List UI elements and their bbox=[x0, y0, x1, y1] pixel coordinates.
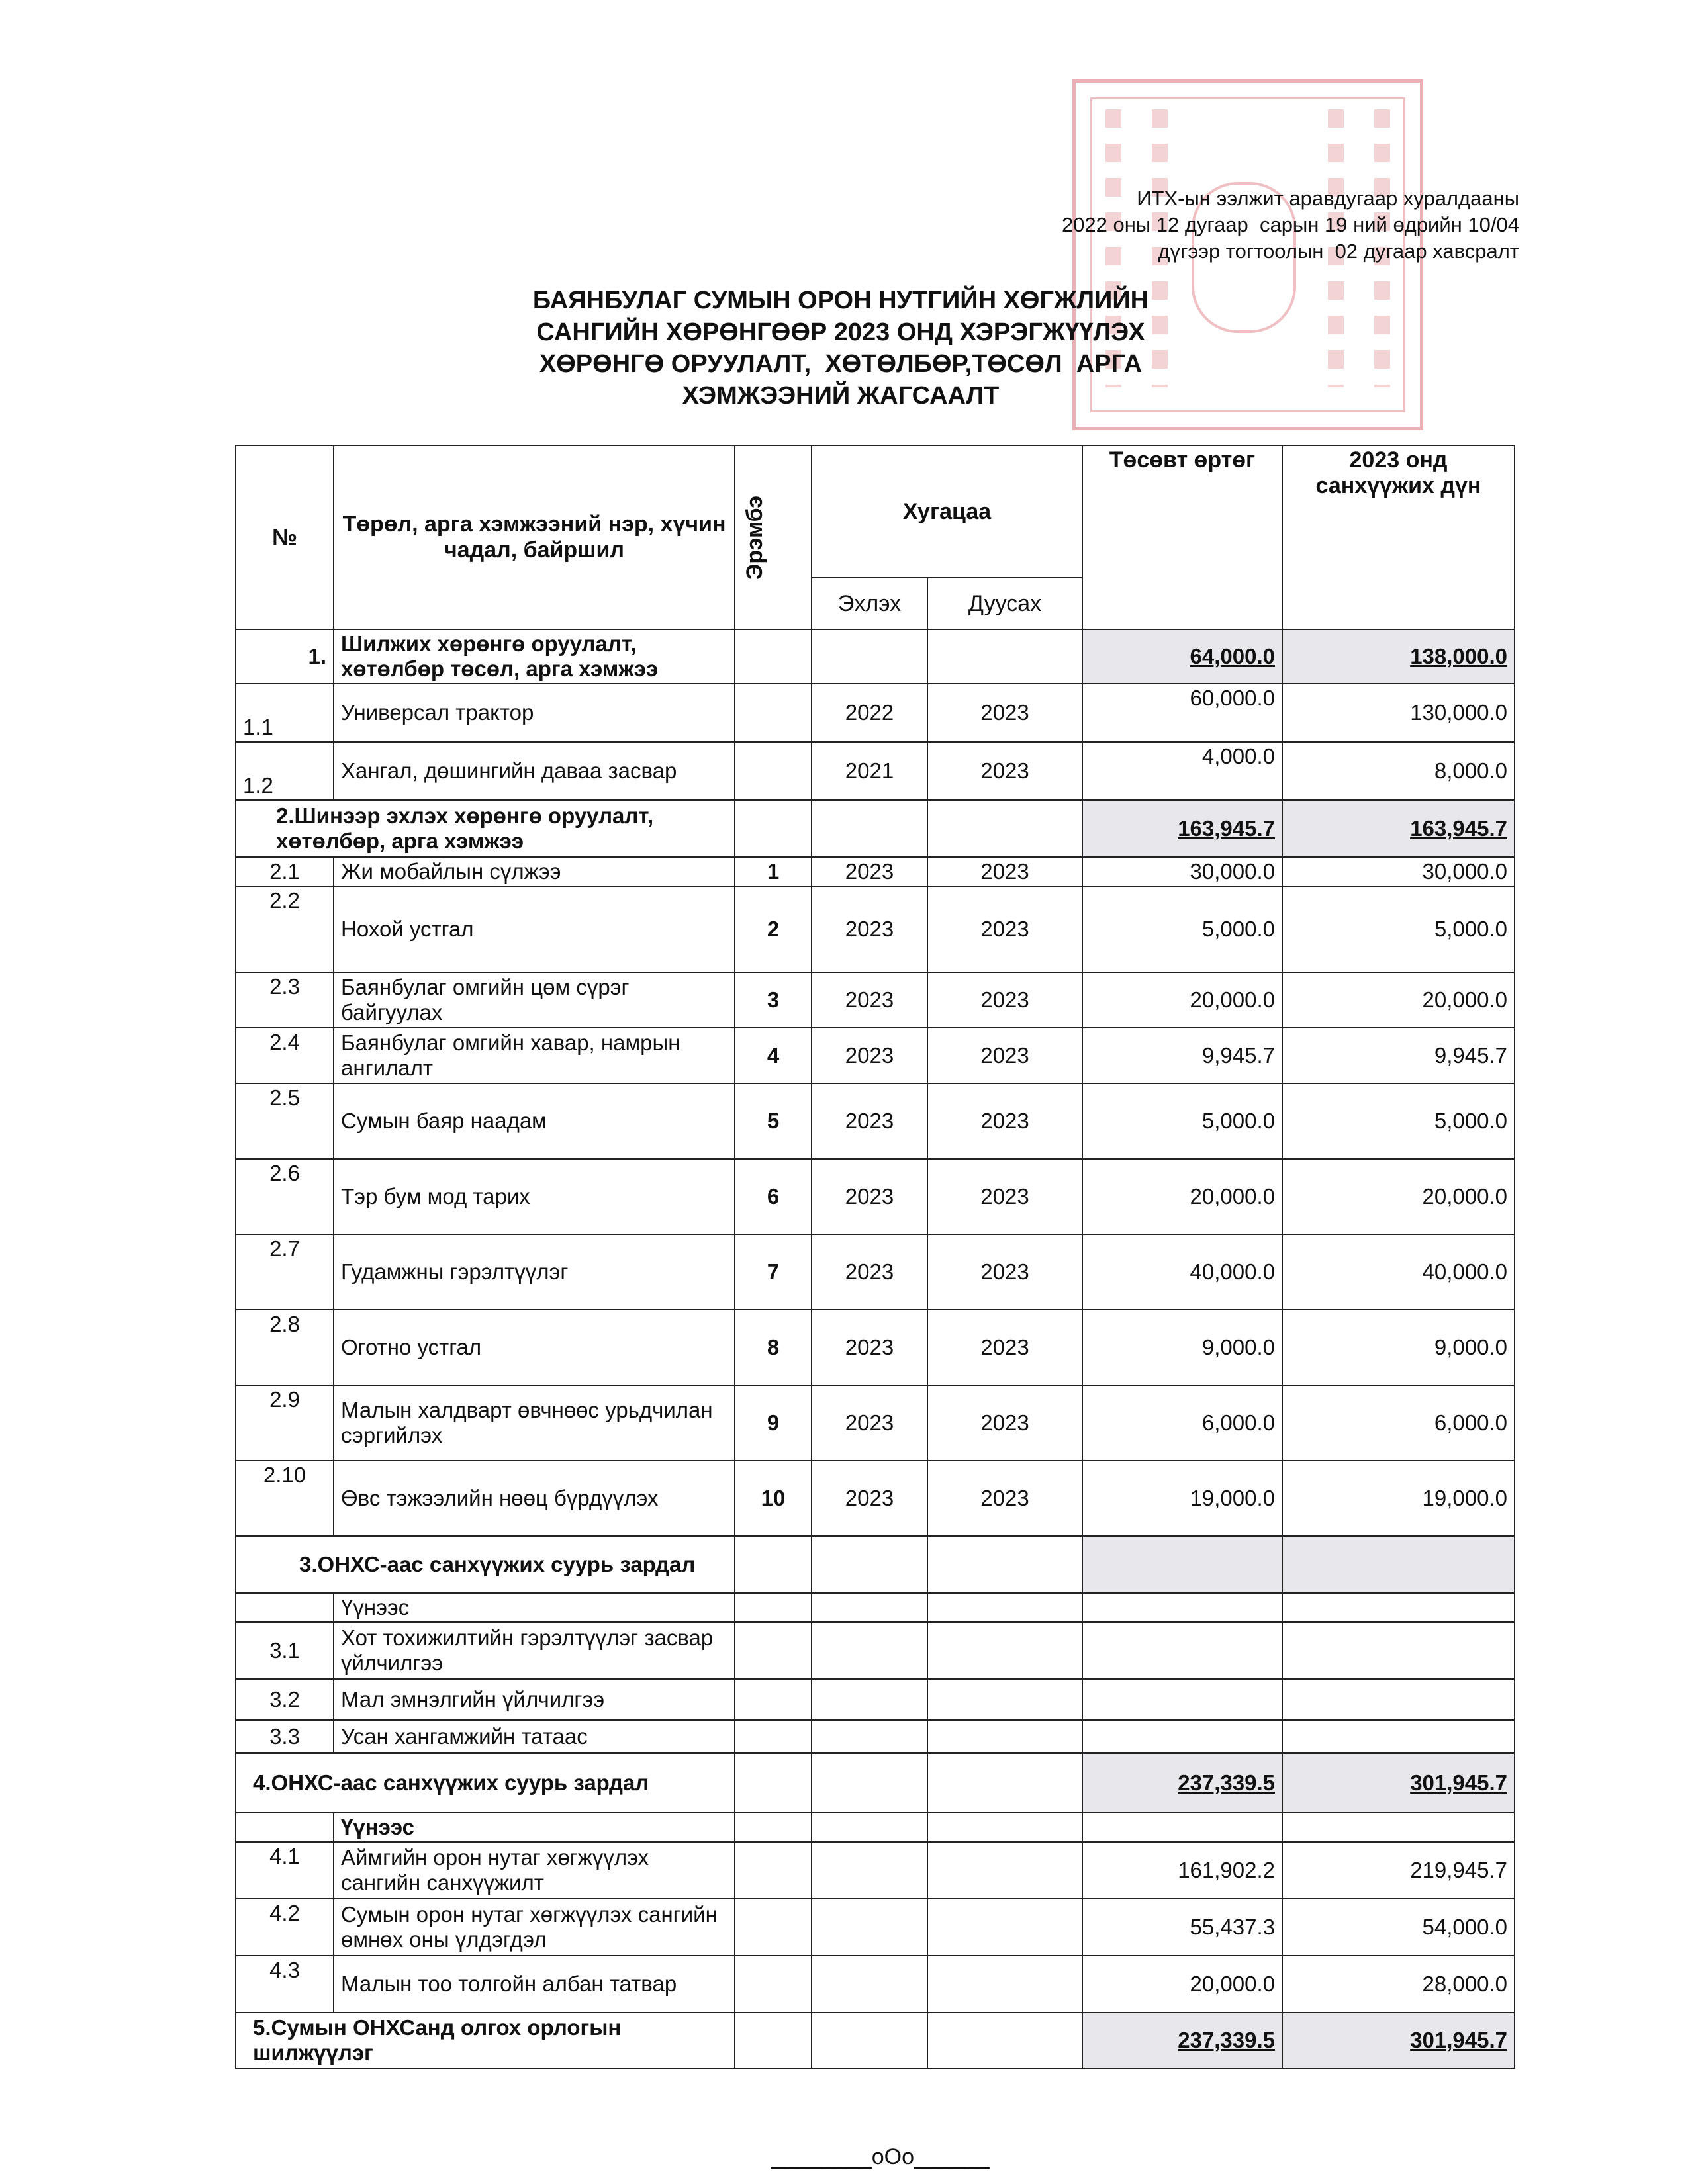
section-funding: 163,945.7 bbox=[1410, 816, 1507, 841]
document-title bbox=[417, 285, 1264, 412]
empty-cell bbox=[927, 1536, 1082, 1593]
empty-cell bbox=[1082, 1813, 1282, 1842]
section-row bbox=[236, 1536, 1515, 1593]
header-start: Эхлэх bbox=[812, 578, 927, 629]
item-budget: 40,000.0 bbox=[1082, 1234, 1282, 1310]
section5-body bbox=[236, 2013, 1515, 2068]
empty-cell bbox=[812, 1622, 927, 1679]
empty-cell bbox=[812, 1679, 927, 1720]
empty-cell bbox=[927, 1720, 1082, 1753]
empty-cell bbox=[927, 800, 1082, 857]
item-name: Сумын орон нутаг хөгжүүлэх сангийн өмнөх оны үлдэгдэл bbox=[334, 1899, 735, 1956]
item-no: 3.3 bbox=[236, 1720, 334, 1753]
empty-cell bbox=[1282, 1679, 1515, 1720]
empty-cell bbox=[812, 1753, 927, 1813]
empty-cell bbox=[735, 1813, 812, 1842]
item-rank: 6 bbox=[735, 1159, 812, 1234]
item-no: 2.1 bbox=[236, 857, 334, 886]
item-end: 2023 bbox=[927, 1028, 1082, 1083]
empty-cell bbox=[1082, 1622, 1282, 1679]
empty-cell bbox=[812, 1593, 927, 1622]
item-rank: 5 bbox=[735, 1083, 812, 1159]
empty-cell bbox=[735, 1956, 812, 2013]
section-row bbox=[236, 800, 1515, 857]
item-name: Малын тоо толгойн албан татвар bbox=[334, 1956, 735, 2013]
item-row bbox=[236, 1385, 1515, 1461]
item-no: 4.1 bbox=[236, 1842, 334, 1899]
section-row bbox=[236, 1753, 1515, 1813]
item-funding: 28,000.0 bbox=[1282, 1956, 1515, 2013]
section3-body bbox=[236, 1536, 1515, 1842]
empty-cell bbox=[735, 1842, 812, 1899]
item-start: 2023 bbox=[812, 1385, 927, 1461]
end-mark-text: oOo bbox=[871, 2144, 915, 2169]
empty-cell bbox=[927, 1593, 1082, 1622]
item-funding: 219,945.7 bbox=[1282, 1842, 1515, 1899]
item-rank: 1 bbox=[735, 857, 812, 886]
empty-cell bbox=[735, 1679, 812, 1720]
empty-cell bbox=[735, 2013, 812, 2068]
table-header-row bbox=[236, 445, 1515, 578]
subheader-row bbox=[236, 1593, 1515, 1622]
empty-cell bbox=[735, 1622, 812, 1679]
item-no: 2.5 bbox=[236, 1083, 334, 1159]
item-start: 2023 bbox=[812, 1461, 927, 1536]
item-no: 4.2 bbox=[236, 1899, 334, 1956]
end-mark: ________oOo______ bbox=[771, 2144, 990, 2169]
item-budget: 161,902.2 bbox=[1082, 1842, 1282, 1899]
item-name: Хангал, дөшингийн даваа засвар bbox=[334, 742, 735, 800]
item-funding: 9,945.7 bbox=[1282, 1028, 1515, 1083]
item-rank bbox=[735, 742, 812, 800]
empty-cell bbox=[812, 1842, 927, 1899]
header-end: Дуусах bbox=[927, 578, 1082, 629]
item-row bbox=[236, 1159, 1515, 1234]
item-start: 2022 bbox=[812, 684, 927, 742]
item-row bbox=[236, 1956, 1515, 2013]
item-name: Малын халдварт өвчнөөс урьдчилан сэргийлэх bbox=[334, 1385, 735, 1461]
item-funding: 8,000.0 bbox=[1282, 742, 1515, 800]
item-budget: 55,437.3 bbox=[1082, 1899, 1282, 1956]
empty-cell bbox=[927, 1956, 1082, 2013]
item-name: Мал эмнэлгийн үйлчилгээ bbox=[334, 1679, 735, 1720]
empty-cell bbox=[927, 1813, 1082, 1842]
item-name: Баянбулаг омгийн цөм сүрэг байгуулах bbox=[334, 972, 735, 1028]
item-funding: 40,000.0 bbox=[1282, 1234, 1515, 1310]
title-line: ХӨРӨНГӨ ОРУУЛАЛТ, ХӨТӨЛБӨР,ТӨСӨЛ АРГА bbox=[539, 350, 1143, 378]
empty-cell bbox=[927, 2013, 1082, 2068]
item-no: 1.1 bbox=[236, 684, 334, 742]
item-end: 2023 bbox=[927, 1310, 1082, 1385]
item-end: 2023 bbox=[927, 1461, 1082, 1536]
header-rank bbox=[735, 445, 812, 629]
empty-cell bbox=[1082, 1720, 1282, 1753]
section-name: 3.ОНХС-аас санхүүжих суурь зардал bbox=[236, 1536, 735, 1593]
item-start: 2023 bbox=[812, 1159, 927, 1234]
empty-cell bbox=[812, 1899, 927, 1956]
item-name: Хот тохижилтийн гэрэлтүүлэг засвар үйлчилгээ bbox=[334, 1622, 735, 1679]
item-start: 2023 bbox=[812, 886, 927, 972]
item-rank: 8 bbox=[735, 1310, 812, 1385]
title-line: БАЯНБУЛАГ СУМЫН ОРОН НУТГИЙН ХӨГЖЛИЙН bbox=[532, 287, 1149, 314]
empty-cell bbox=[812, 629, 927, 684]
item-row bbox=[236, 1899, 1515, 1956]
item-budget: 19,000.0 bbox=[1082, 1461, 1282, 1536]
item-funding: 20,000.0 bbox=[1282, 1159, 1515, 1234]
empty-cell bbox=[927, 1622, 1082, 1679]
section-name: 2.Шинээр эхлэх хөрөнгө оруулалт, хөтөлбөр, арга хэмжээ bbox=[236, 800, 735, 857]
empty-cell bbox=[735, 1536, 812, 1593]
item-budget: 5,000.0 bbox=[1082, 1083, 1282, 1159]
item-budget: 4,000.0 bbox=[1082, 742, 1282, 800]
section-funding: 138,000.0 bbox=[1410, 644, 1507, 668]
item-funding: 19,000.0 bbox=[1282, 1461, 1515, 1536]
item-funding: 6,000.0 bbox=[1282, 1385, 1515, 1461]
header-no: № bbox=[236, 445, 334, 629]
empty-cell bbox=[1282, 1720, 1515, 1753]
empty-cell bbox=[735, 1720, 812, 1753]
item-budget: 9,000.0 bbox=[1082, 1310, 1282, 1385]
item-funding: 20,000.0 bbox=[1282, 972, 1515, 1028]
section-budget: 237,339.5 bbox=[1178, 2028, 1275, 2052]
empty-cell bbox=[1282, 1593, 1515, 1622]
item-row bbox=[236, 742, 1515, 800]
item-end: 2023 bbox=[927, 857, 1082, 886]
item-rank bbox=[735, 684, 812, 742]
item-start: 2023 bbox=[812, 1028, 927, 1083]
item-end: 2023 bbox=[927, 684, 1082, 742]
item-name: Баянбулаг омгийн хавар, намрын ангилалт bbox=[334, 1028, 735, 1083]
item-no: 1.2 bbox=[236, 742, 334, 800]
item-budget: 30,000.0 bbox=[1082, 857, 1282, 886]
item-budget: 20,000.0 bbox=[1082, 972, 1282, 1028]
empty-cell bbox=[927, 1899, 1082, 1956]
item-budget: 5,000.0 bbox=[1082, 886, 1282, 972]
item-start: 2023 bbox=[812, 1234, 927, 1310]
item-no: 2.4 bbox=[236, 1028, 334, 1083]
item-no: 3.2 bbox=[236, 1679, 334, 1720]
section-row bbox=[236, 629, 1515, 684]
item-row bbox=[236, 1234, 1515, 1310]
title-line: ХЭМЖЭЭНИЙ ЖАГСААЛТ bbox=[682, 382, 1000, 410]
item-row bbox=[236, 1622, 1515, 1679]
empty-cell bbox=[927, 629, 1082, 684]
item-name: Гудамжны гэрэлтүүлэг bbox=[334, 1234, 735, 1310]
table-body bbox=[236, 629, 1515, 857]
empty-cell bbox=[1082, 1536, 1282, 1593]
item-end: 2023 bbox=[927, 1159, 1082, 1234]
empty-cell bbox=[812, 800, 927, 857]
item-no: 2.8 bbox=[236, 1310, 334, 1385]
empty-cell bbox=[1282, 1813, 1515, 1842]
empty-cell bbox=[236, 1813, 334, 1842]
item-end: 2023 bbox=[927, 1083, 1082, 1159]
subheader-row bbox=[236, 1813, 1515, 1842]
item-budget: 20,000.0 bbox=[1082, 1956, 1282, 2013]
item-funding: 30,000.0 bbox=[1282, 857, 1515, 886]
empty-cell bbox=[927, 1753, 1082, 1813]
appendix-note-line: ИТХ-ын ээлжит аравдугаар хуралдааны bbox=[1137, 187, 1519, 210]
item-end: 2023 bbox=[927, 742, 1082, 800]
item-no: 2.9 bbox=[236, 1385, 334, 1461]
item-row bbox=[236, 857, 1515, 886]
section-name: 4.ОНХС-аас санхүүжих суурь зардал bbox=[236, 1753, 735, 1813]
empty-cell bbox=[735, 1899, 812, 1956]
section-budget: 237,339.5 bbox=[1178, 1770, 1275, 1795]
subheader-label: Үүнээс bbox=[334, 1813, 735, 1842]
item-name: Оготно устгал bbox=[334, 1310, 735, 1385]
empty-cell bbox=[812, 1720, 927, 1753]
item-start: 2023 bbox=[812, 1310, 927, 1385]
item-row bbox=[236, 1679, 1515, 1720]
empty-cell bbox=[735, 1753, 812, 1813]
item-no: 2.2 bbox=[236, 886, 334, 972]
empty-cell bbox=[927, 1842, 1082, 1899]
empty-cell bbox=[735, 629, 812, 684]
item-name: Жи мобайлын сүлжээ bbox=[334, 857, 735, 886]
item-no: 3.1 bbox=[236, 1622, 334, 1679]
item-start: 2023 bbox=[812, 1083, 927, 1159]
empty-cell bbox=[812, 1813, 927, 1842]
item-name: Универсал трактор bbox=[334, 684, 735, 742]
item-rank: 4 bbox=[735, 1028, 812, 1083]
item-row bbox=[236, 1720, 1515, 1753]
item-rank: 7 bbox=[735, 1234, 812, 1310]
empty-cell bbox=[1082, 1593, 1282, 1622]
item-row bbox=[236, 1310, 1515, 1385]
empty-cell bbox=[812, 1536, 927, 1593]
header-name: Төрөл, арга хэмжээний нэр, хүчин чадал, байршил bbox=[334, 445, 735, 629]
empty-cell bbox=[236, 1593, 334, 1622]
empty-cell bbox=[1282, 1622, 1515, 1679]
appendix-note-line: дүгээр тогтоолын 02 дугаар хавсралт bbox=[1158, 240, 1519, 263]
item-funding: 130,000.0 bbox=[1282, 684, 1515, 742]
item-start: 2021 bbox=[812, 742, 927, 800]
empty-cell bbox=[1082, 1679, 1282, 1720]
item-funding: 54,000.0 bbox=[1282, 1899, 1515, 1956]
item-rank: 9 bbox=[735, 1385, 812, 1461]
item-row bbox=[236, 886, 1515, 972]
section-funding: 301,945.7 bbox=[1410, 1770, 1507, 1795]
empty-cell bbox=[812, 1956, 927, 2013]
item-rank: 3 bbox=[735, 972, 812, 1028]
section2-rows bbox=[236, 857, 1515, 1536]
section4-rows bbox=[236, 1842, 1515, 2013]
item-no: 4.3 bbox=[236, 1956, 334, 2013]
item-row bbox=[236, 1083, 1515, 1159]
empty-cell bbox=[1282, 1536, 1515, 1593]
item-funding: 5,000.0 bbox=[1282, 1083, 1515, 1159]
item-rank: 10 bbox=[735, 1461, 812, 1536]
item-end: 2023 bbox=[927, 1385, 1082, 1461]
empty-cell bbox=[812, 2013, 927, 2068]
header-budget: Төсөвт өртөг bbox=[1082, 445, 1282, 629]
item-name: Аймгийн орон нутаг хөгжүүлэх сангийн санхүүжилт bbox=[334, 1842, 735, 1899]
item-name: Нохой устгал bbox=[334, 886, 735, 972]
item-funding: 5,000.0 bbox=[1282, 886, 1515, 972]
item-rank: 2 bbox=[735, 886, 812, 972]
item-end: 2023 bbox=[927, 886, 1082, 972]
item-name: Өвс тэжээлийн нөөц бүрдүүлэх bbox=[334, 1461, 735, 1536]
item-row bbox=[236, 684, 1515, 742]
header-period: Хугацаа bbox=[812, 445, 1082, 578]
section-no: 1. bbox=[236, 629, 334, 684]
item-no: 2.3 bbox=[236, 972, 334, 1028]
item-no: 2.7 bbox=[236, 1234, 334, 1310]
section-name: 5.Сумын ОНХСанд олгох орлогын шилжүүлэг bbox=[236, 2013, 735, 2068]
item-row bbox=[236, 1028, 1515, 1083]
item-name: Сумын баяр наадам bbox=[334, 1083, 735, 1159]
title-line: САНГИЙН ХӨРӨНГӨӨР 2023 ОНД ХЭРЭГЖҮҮЛЭХ bbox=[536, 318, 1145, 346]
header-funding: 2023 онд санхүүжих дүн bbox=[1282, 445, 1515, 629]
section-row bbox=[236, 2013, 1515, 2068]
item-no: 2.10 bbox=[236, 1461, 334, 1536]
empty-cell bbox=[735, 800, 812, 857]
appendix-note bbox=[1062, 185, 1519, 265]
item-name: Тэр бум мод тарих bbox=[334, 1159, 735, 1234]
item-row bbox=[236, 1842, 1515, 1899]
header-rank-label: Эрэмбэ bbox=[742, 495, 767, 580]
section-name: Шилжих хөрөнгө оруулалт, хөтөлбөр төсөл, арга хэмжээ bbox=[334, 629, 735, 684]
item-end: 2023 bbox=[927, 1234, 1082, 1310]
item-budget: 9,945.7 bbox=[1082, 1028, 1282, 1083]
empty-cell bbox=[735, 1593, 812, 1622]
item-name: Усан хангамжийн татаас bbox=[334, 1720, 735, 1753]
item-start: 2023 bbox=[812, 972, 927, 1028]
section-funding: 301,945.7 bbox=[1410, 2028, 1507, 2052]
item-budget: 60,000.0 bbox=[1082, 684, 1282, 742]
section-budget: 163,945.7 bbox=[1178, 816, 1275, 841]
item-no: 2.6 bbox=[236, 1159, 334, 1234]
item-end: 2023 bbox=[927, 972, 1082, 1028]
appendix-note-line: 2022 оны 12 дугаар сарын 19 ний өдрийн 10/04 bbox=[1061, 213, 1519, 236]
item-start: 2023 bbox=[812, 857, 927, 886]
item-budget: 6,000.0 bbox=[1082, 1385, 1282, 1461]
item-budget: 20,000.0 bbox=[1082, 1159, 1282, 1234]
investment-table bbox=[235, 445, 1515, 2069]
section-budget: 64,000.0 bbox=[1190, 644, 1275, 668]
item-funding: 9,000.0 bbox=[1282, 1310, 1515, 1385]
item-row bbox=[236, 1461, 1515, 1536]
item-row bbox=[236, 972, 1515, 1028]
empty-cell bbox=[927, 1679, 1082, 1720]
subheader-label: Үүнээс bbox=[334, 1593, 735, 1622]
